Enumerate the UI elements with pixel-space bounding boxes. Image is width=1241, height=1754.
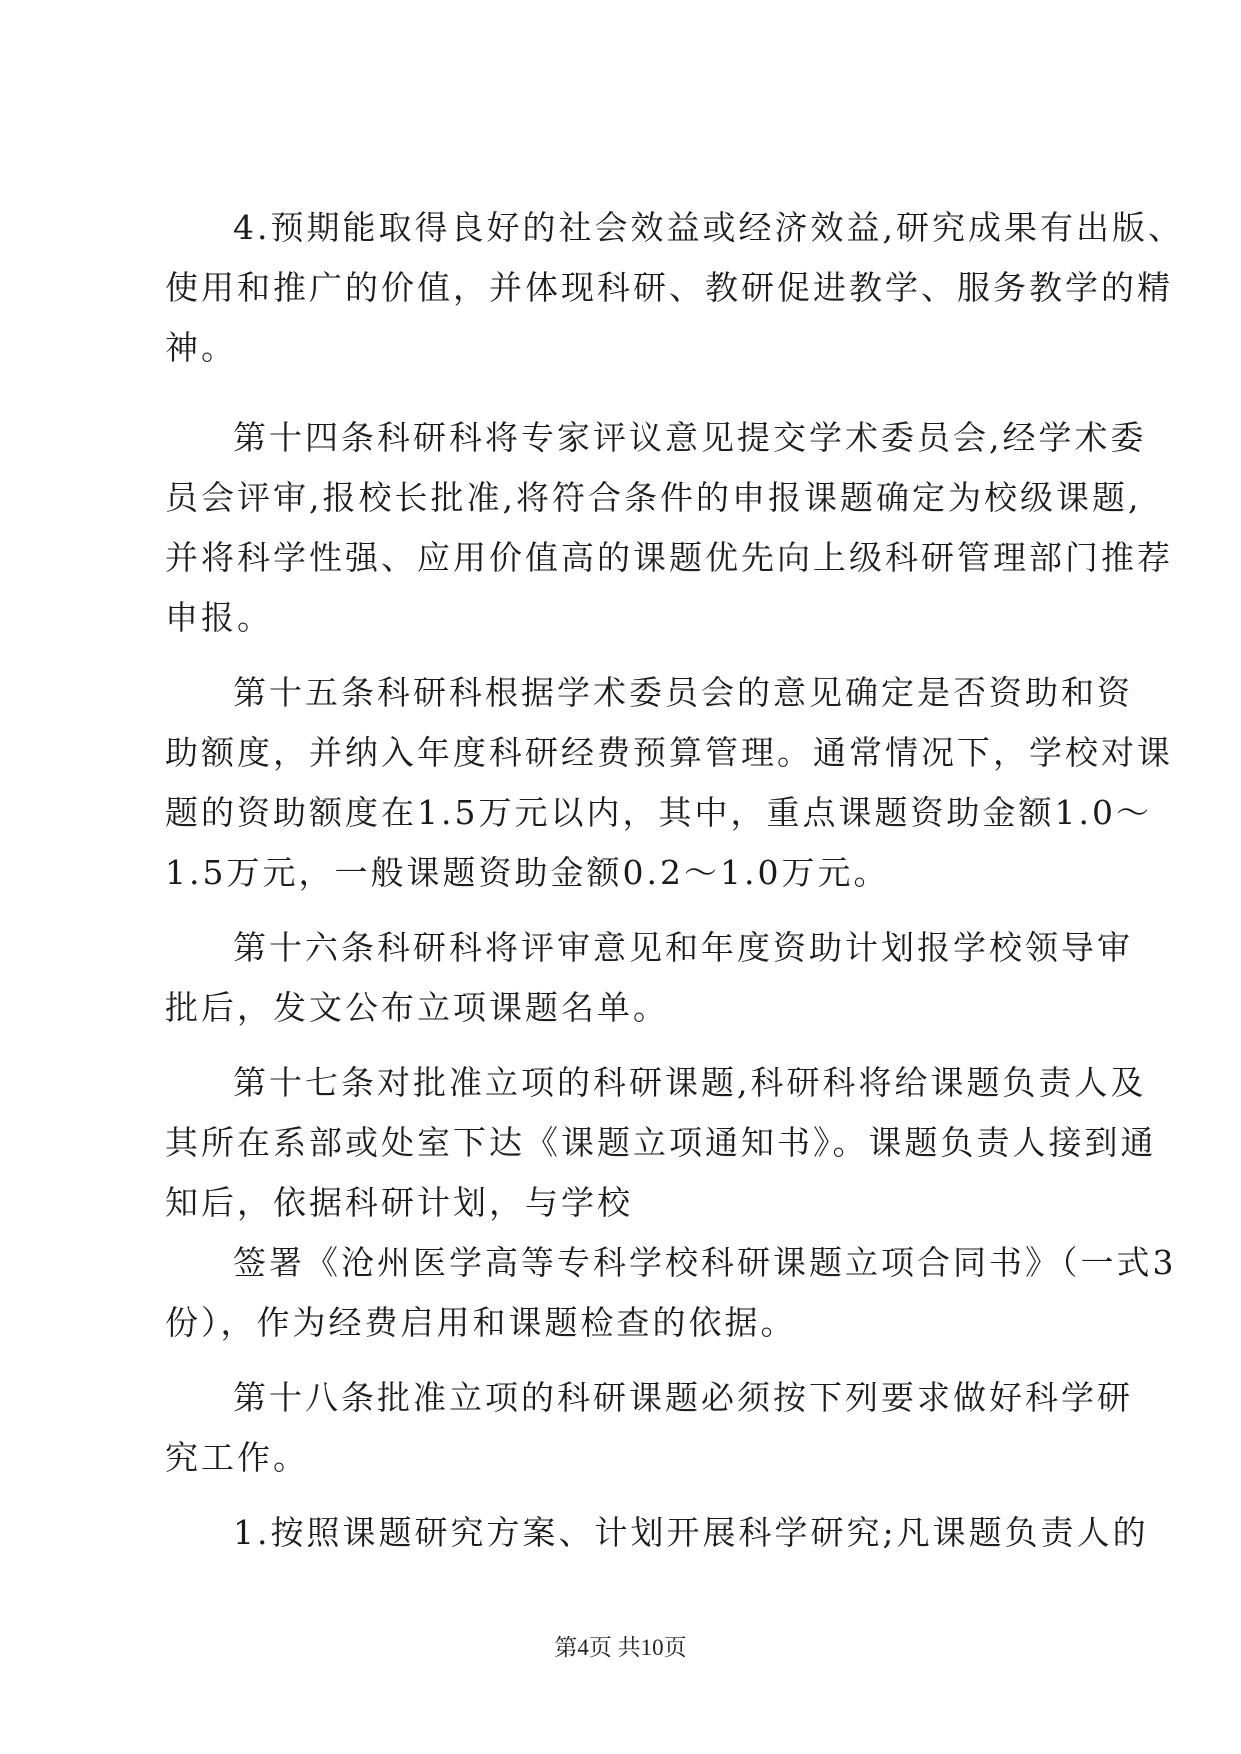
paragraph-4-line-2: 批后，发文公布立项课题名单。: [165, 988, 669, 1027]
paragraph-7-line-2: 究工作。: [165, 1438, 309, 1477]
paragraph-5-line-1: 第十七条对批准立项的科研课题,科研科将给课题负责人及: [233, 1063, 1147, 1102]
paragraph-5-line-3: 知后，依据科研计划，与学校: [165, 1183, 633, 1222]
paragraph-2-line-3: 并将科学性强、应用价值高的课题优先向上级科研管理部门推荐: [165, 538, 1173, 577]
paragraph-3-line-3: 题的资助额度在1.5万元以内，其中，重点课题资助金额1.0～: [165, 793, 1152, 832]
paragraph-1-line-1: 4.预期能取得良好的社会效益或经济效益,研究成果有出版、: [233, 208, 1184, 247]
paragraph-3-line-1: 第十五条科研科根据学术委员会的意见确定是否资助和资: [233, 673, 1133, 712]
paragraph-6-line-1: 签署《沧州医学高等专科学校科研课题立项合同书》（一式3: [233, 1243, 1177, 1282]
paragraph-4-line-1: 第十六条科研科将评审意见和年度资助计划报学校领导审: [233, 928, 1133, 967]
paragraph-6-line-2: 份），作为经费启用和课题检查的依据。: [165, 1303, 797, 1342]
paragraph-3-line-2: 助额度，并纳入年度科研经费预算管理。通常情况下，学校对课: [165, 733, 1173, 772]
paragraph-2-line-1: 第十四条科研科将专家评议意见提交学术委员会,经学术委: [233, 418, 1147, 457]
paragraph-5-line-2: 其所在系部或处室下达《课题立项通知书》。课题负责人接到通: [165, 1123, 1157, 1162]
page-number-footer: 第4页 共10页: [554, 1635, 687, 1660]
paragraph-2-line-2: 员会评审,报校长批准,将符合条件的申报课题确定为校级课题,: [165, 478, 1142, 517]
paragraph-2-line-4: 申报。: [165, 598, 273, 637]
paragraph-1-line-3: 神。: [165, 328, 237, 367]
paragraph-7-line-1: 第十八条批准立项的科研课题必须按下列要求做好科学研: [233, 1378, 1133, 1417]
paragraph-1-line-2: 使用和推广的价值，并体现科研、教研促进教学、服务教学的精: [165, 268, 1173, 307]
paragraph-3-line-4: 1.5万元，一般课题资助金额0.2～1.0万元。: [165, 853, 890, 892]
paragraph-8-line-1: 1.按照课题研究方案、计划开展科学研究;凡课题负责人的: [233, 1513, 1149, 1552]
